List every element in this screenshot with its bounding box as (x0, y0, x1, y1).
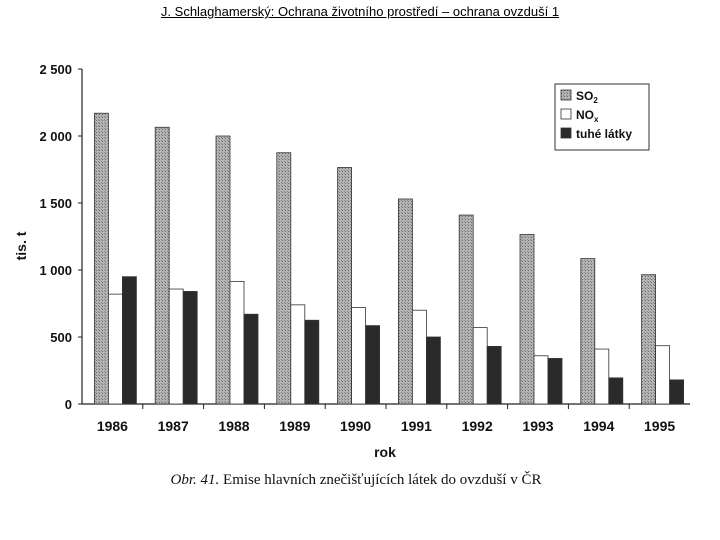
x-tick-label: 1991 (400, 418, 432, 434)
bar-nox-1991 (412, 310, 426, 404)
bar-nox-1990 (352, 308, 366, 404)
x-tick-label: 1995 (644, 418, 676, 434)
bar-tuhé-látky-1987 (183, 291, 197, 404)
bar-tuhé-látky-1988 (244, 314, 258, 404)
bar-so2-1988 (216, 136, 230, 404)
x-axis-ticks (97, 404, 676, 434)
bar-tuhé-látky-1986 (122, 277, 136, 404)
x-tick-label: 1993 (522, 418, 554, 434)
bar-nox-1992 (473, 328, 487, 404)
legend-label: $SO_2$ (576, 89, 598, 105)
x-tick-label: 1988 (218, 418, 250, 434)
x-tick-label: 1992 (461, 418, 493, 434)
legend-swatch (561, 109, 571, 119)
legend (555, 84, 649, 150)
bar-so2-1993 (520, 234, 534, 404)
x-tick-label: 1987 (157, 418, 189, 434)
legend-swatch (561, 128, 571, 138)
bar-nox-1993 (534, 356, 548, 404)
x-tick-label: 1989 (279, 418, 311, 434)
bar-tuhé-látky-1993 (548, 358, 562, 404)
bar-so2-1994 (581, 259, 595, 404)
y-tick-label: 1 500 (39, 196, 72, 211)
bar-nox-1988 (230, 281, 244, 404)
legend-swatch (561, 90, 571, 100)
bar-nox-1994 (595, 349, 609, 404)
x-tick-label: 1994 (583, 418, 615, 434)
caption-prefix: Obr. 41. (170, 472, 220, 488)
caption-text: Emise hlavních znečišťujících látek do ovzduší v ČR (219, 472, 542, 488)
bar-so2-1987 (155, 127, 169, 404)
x-axis-label: rok (374, 444, 396, 460)
bar-tuhé-látky-1989 (305, 320, 319, 404)
bar-tuhé-látky-1995 (670, 380, 684, 404)
bar-nox-1987 (169, 289, 183, 404)
figure-caption (171, 471, 542, 488)
bar-so2-1989 (277, 153, 291, 404)
y-axis-ticks (39, 62, 82, 412)
bar-so2-1986 (94, 113, 108, 404)
y-tick-label: 1 000 (39, 263, 72, 278)
x-tick-label: 1986 (96, 418, 128, 434)
bar-tuhé-látky-1991 (426, 337, 440, 404)
x-tick-label: 1990 (340, 418, 372, 434)
legend-label: tuhé látky (576, 127, 633, 141)
y-tick-label: 2 000 (39, 129, 72, 144)
y-axis-label: tis. t (13, 231, 29, 261)
bar-nox-1989 (291, 305, 305, 404)
bar-tuhé-látky-1992 (487, 346, 501, 404)
header-title-text: J. Schlaghamerský: Ochrana životního prostředí – ochrana ovzduší 1 (160, 4, 560, 19)
y-tick-label: 500 (50, 330, 72, 345)
bar-tuhé-látky-1990 (366, 326, 380, 404)
bar-tuhé-látky-1994 (609, 378, 623, 404)
bar-nox-1995 (656, 346, 670, 404)
legend-label: $NO_x$ (576, 108, 599, 124)
y-tick-label: 2 500 (39, 62, 72, 77)
bar-so2-1991 (398, 199, 412, 404)
y-tick-label: 0 (64, 397, 72, 412)
bar-so2-1995 (642, 275, 656, 404)
bar-so2-1992 (459, 215, 473, 404)
bar-so2-1990 (338, 167, 352, 404)
bars (94, 113, 683, 404)
bar-nox-1986 (108, 294, 122, 404)
